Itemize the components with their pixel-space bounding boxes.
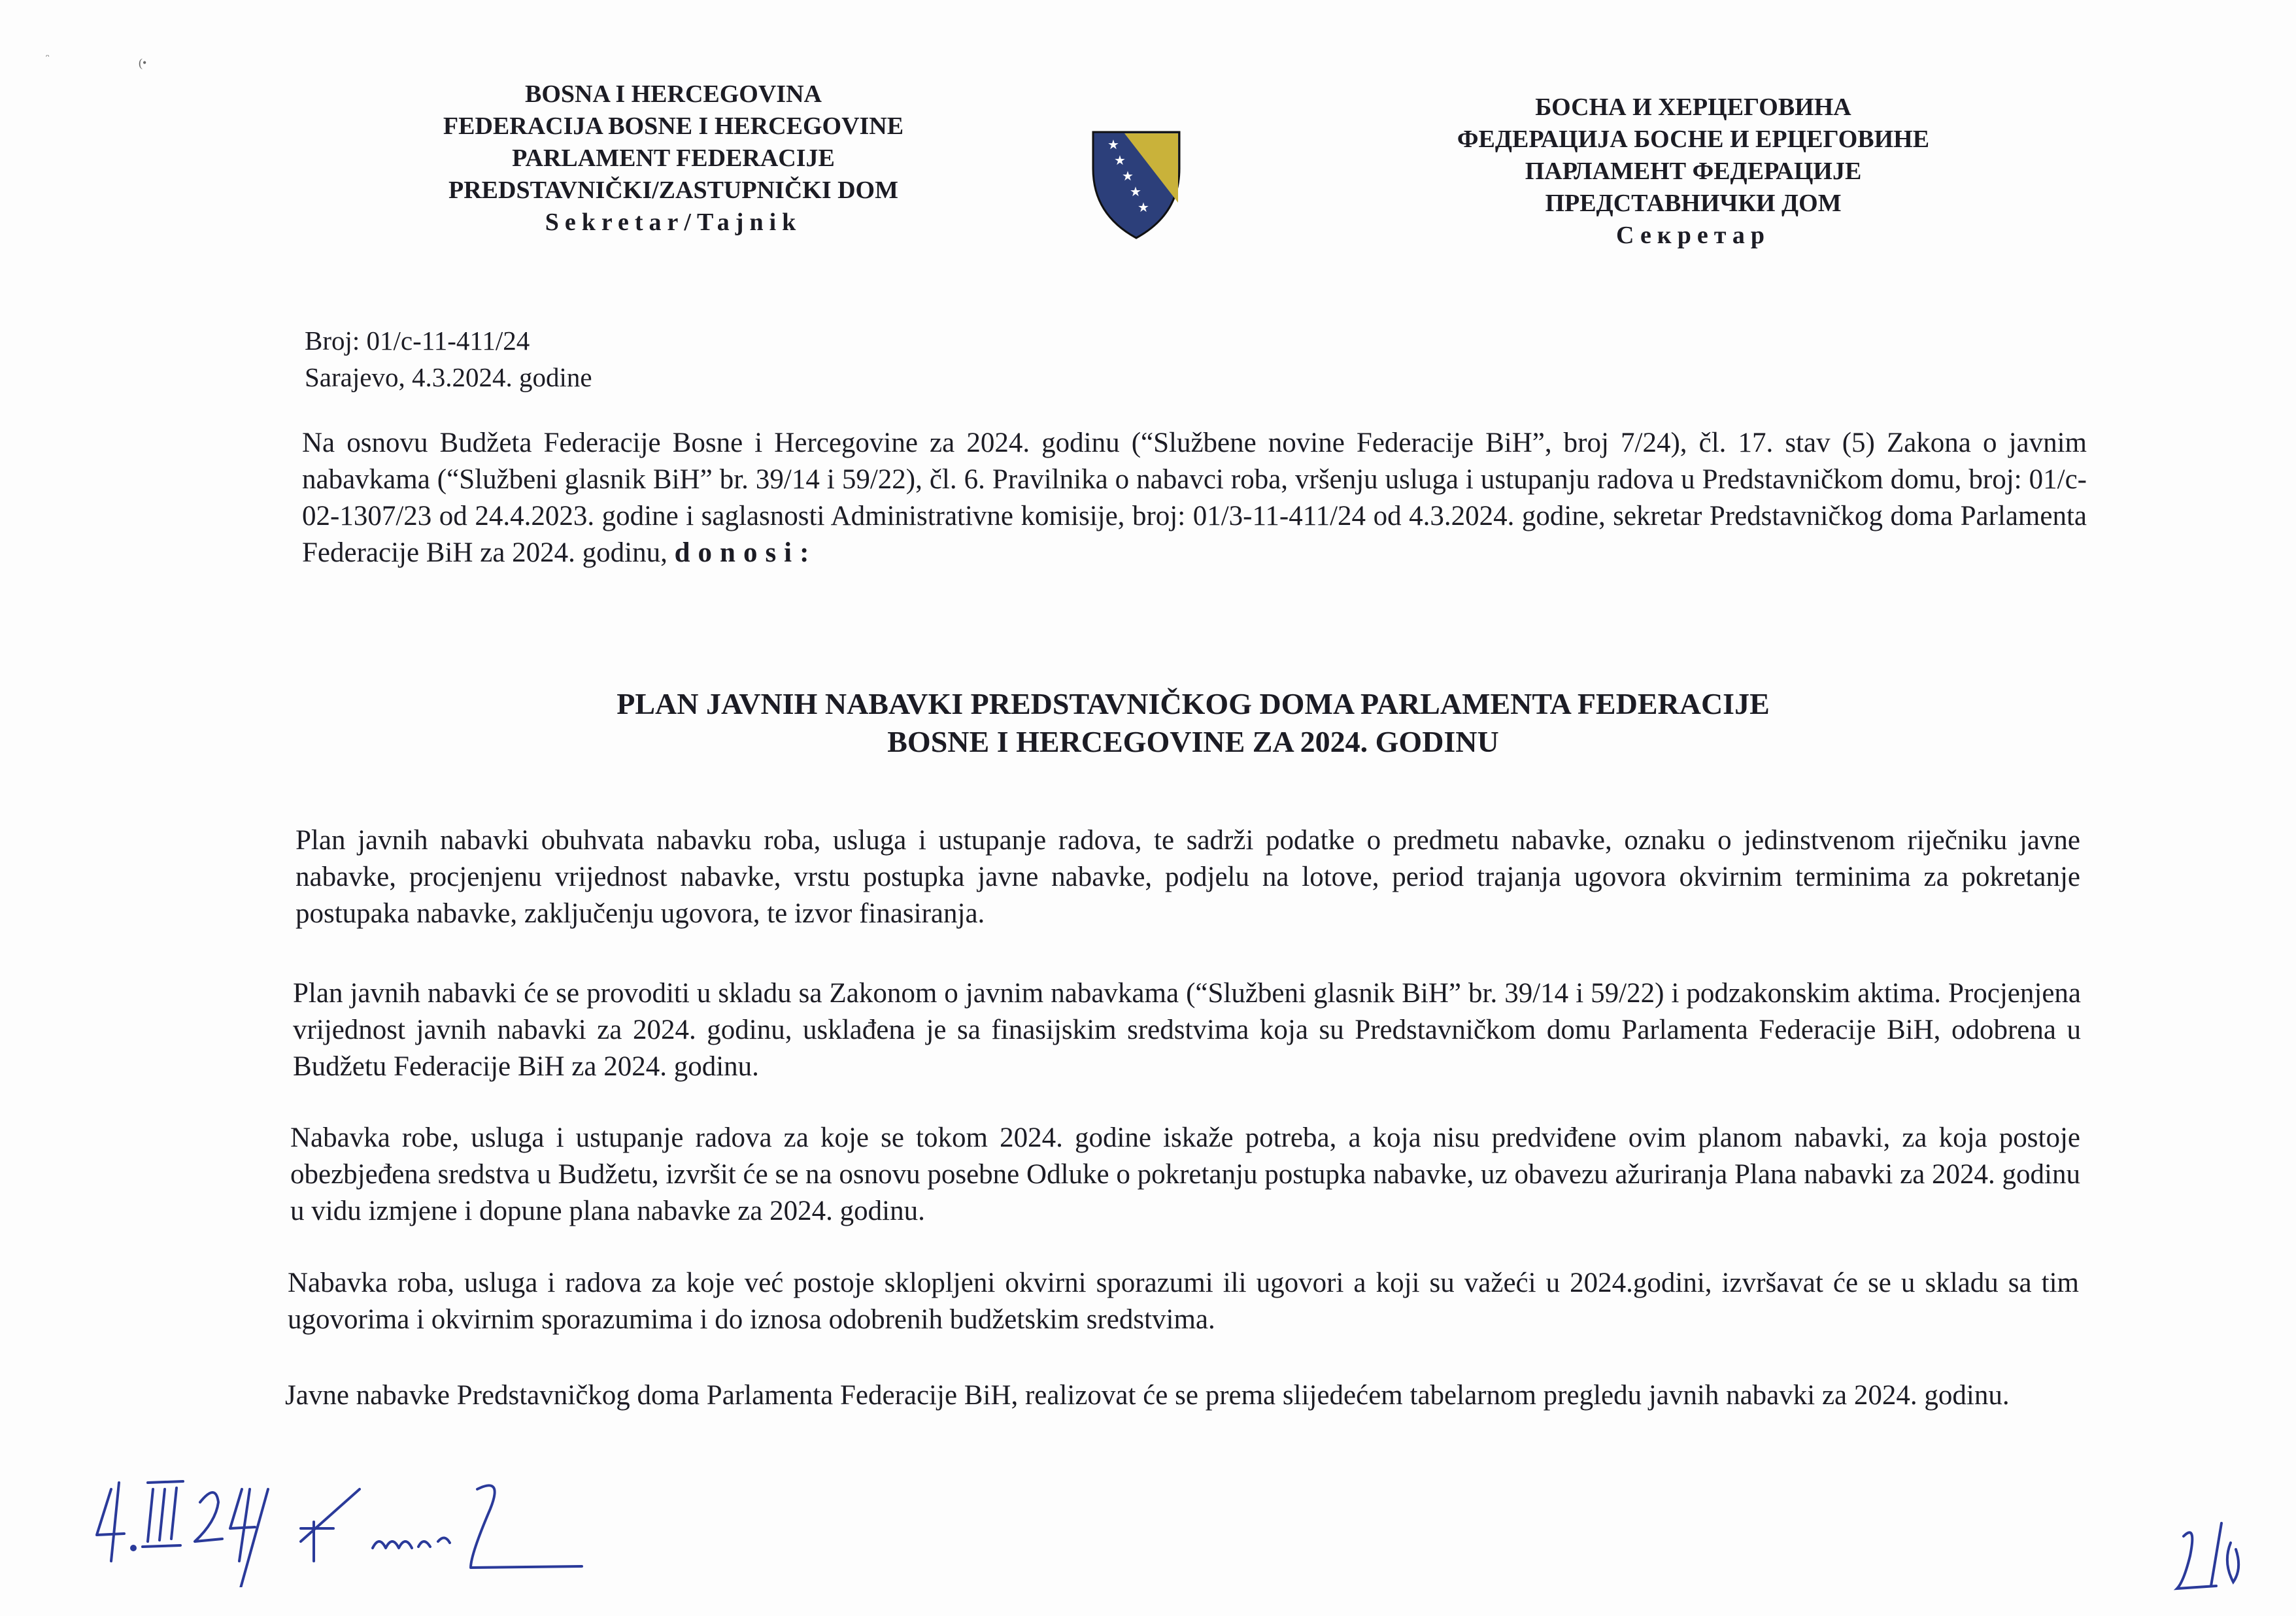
header-country-cyr: БОСНА И ХЕРЦЕГОВИНА — [1535, 93, 1851, 121]
intro-text: Na osnovu Budžeta Federacije Bosne i Hercegovine za 2024. godinu (“Službene novine Federacije BiH”, broj 7/24), čl. 17. stav (5) Zakona o javnim nabavkama (“Službeni glasnik BiH” br. 39/14 i 59/22), čl. 6. Pravilnika o nabavci roba, vršenju usluga i ustupanju radova u Predstavničkom domu, broj: 01/c-02-1307/23 od 24.4.2023. godine i saglasnosti Administrativne komisije, broj: 01/3-11-411/24 od 4.3.2024. godine, sekretar Predstavničkog doma Parlamenta Federacije BiH za 2024. godinu, — [302, 428, 2087, 568]
svg-text:★: ★ — [1114, 152, 1126, 168]
paragraph-scope: Plan javnih nabavki obuhvata nabavku roba, usluga i ustupanje radova, te sadrži podatke o predmetu nabavke, oznaku o jedinstvenom riječniku javne nabavke, procjenjenu vrijednost nabavke, vrstu postupka javne nabavke, podjelu na lotove, period trajanja ugovora okvirnim terminima za pokretanje postupaka nabavke, zaključenju ugovora, te izvor finasiranja. — [295, 825, 2080, 929]
reference-place-date: Sarajevo, 4.3.2024. godine — [305, 362, 592, 392]
handwritten-signature — [85, 1463, 608, 1587]
title-line-2: BOSNE I HERCEGOVINE ZA 2024. GODINU — [887, 725, 1499, 758]
paragraph-unplanned: Nabavka robe, usluga i ustupanje radova za koje se tokom 2024. godine iskaže potreba, a koja nisu predviđene ovim planom nabavki, za koja postoje obezbjeđena sredstva u Budžetu, izvršit će se na osnovu posebne Odluke o pokretanju postupka nabavke, uz obavezu ažuriranja Plana nabavki za 2024. godinu u vidu izmjene i dopune plana nabavke za 2024. godinu. — [290, 1122, 2080, 1226]
paragraph-existing-contracts: Nabavka roba, usluga i radova za koje već postoje sklopljeni okvirni sporazumi ili ugovori a koji su važeći u 2024.godini, izvršavat će se u skladu sa tim ugovorima i okvirnim sporazumima i do iznosa odobrenih budžetskim sredstvima. — [288, 1268, 2079, 1335]
scan-artifact: ᵔ — [46, 51, 50, 64]
svg-text:★: ★ — [1122, 168, 1134, 184]
header-cyrillic — [1406, 92, 1981, 252]
header-federation: FEDERACIJA BOSNE I HERCEGOVINE — [443, 112, 904, 140]
header-parliament-cyr: ПАРЛАМЕНТ ФЕДЕРАЦИЈЕ — [1525, 158, 1862, 185]
header-office-cyr: Секретар — [1616, 222, 1770, 249]
header-country: BOSNA I HERCEGOVINA — [525, 80, 822, 108]
reference-block — [305, 322, 592, 396]
paragraph-realization: Javne nabavke Predstavničkog doma Parlamenta Federacije BiH, realizovat će se prema slijedećem tabelarnom pregledu javnih nabavki za 2024. godinu. — [285, 1380, 2010, 1411]
document-title — [458, 685, 1929, 761]
header-latin — [399, 78, 948, 239]
svg-text:★: ★ — [1107, 137, 1119, 152]
intro-verb: donosi: — [674, 537, 817, 568]
intro-paragraph — [302, 425, 2087, 571]
svg-text:★: ★ — [1130, 184, 1141, 199]
handwritten-page-number — [2170, 1510, 2249, 1595]
header-federation-cyr: ФЕДЕРАЦИЈА БОСНЕ И ЕРЦЕГОВИНЕ — [1457, 126, 1930, 153]
bih-coat-of-arms-icon — [1090, 129, 1182, 241]
header-house-cyr: ПРЕДСТАВНИЧКИ ДОМ — [1545, 190, 1842, 217]
header-house: PREDSTAVNIČKI/ZASTUPNIČKI DOM — [448, 177, 898, 204]
scan-artifact: (• — [139, 56, 147, 69]
header-office: Sekretar/Tajnik — [545, 209, 802, 236]
title-line-1: PLAN JAVNIH NABAVKI PREDSTAVNIČKOG DOMA PARLAMENTA FEDERACIJE — [616, 687, 1770, 720]
header-parliament: PARLAMENT FEDERACIJE — [512, 144, 835, 172]
svg-text:★: ★ — [1138, 199, 1149, 215]
paragraph-law: Plan javnih nabavki će se provoditi u skladu sa Zakonom o javnim nabavkama (“Službeni glasnik BiH” br. 39/14 i 59/22) i podzakonskim aktima. Procjenjena vrijednost javnih nabavki za 2024. godinu, usklađena je sa finasijskim sredstvima koja su Predstavničkom domu Parlamenta Federacije BiH, odobrena u Budžetu Federacije BiH za 2024. godinu. — [293, 978, 2081, 1082]
reference-number: Broj: 01/c-11-411/24 — [305, 326, 530, 356]
